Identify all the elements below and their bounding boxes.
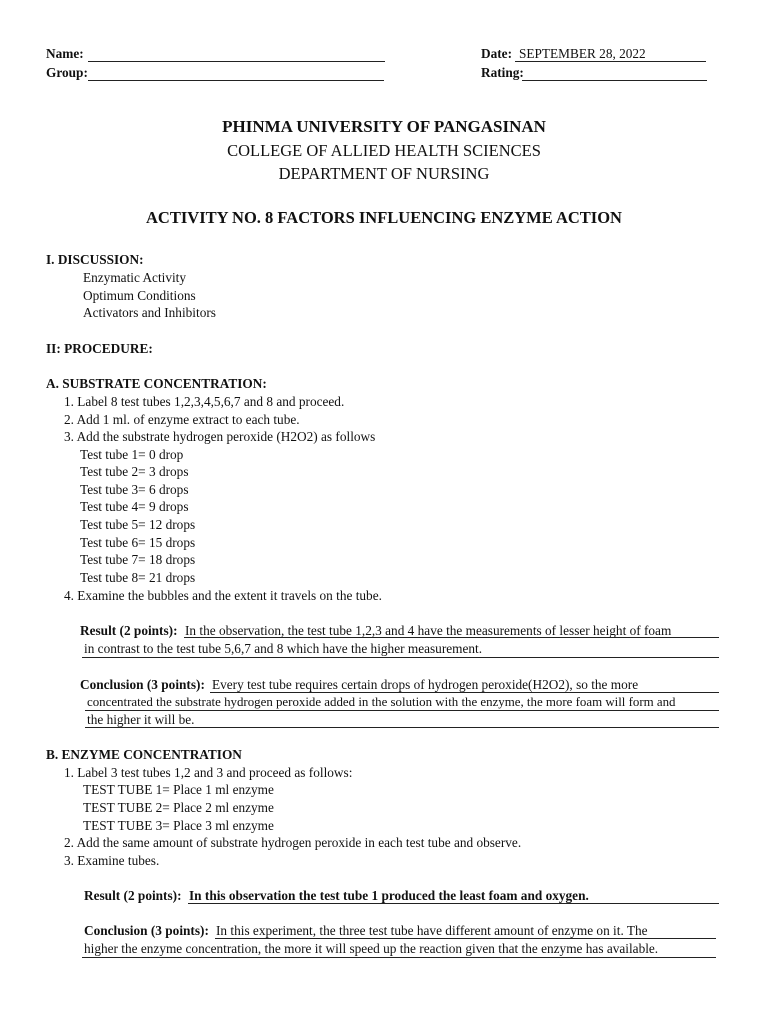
list-item: 1. Label 8 test tubes 1,2,3,4,5,6,7 and 8 and proceed. xyxy=(64,394,345,409)
tube-item: TEST TUBE 1= Place 1 ml enzyme xyxy=(83,782,274,797)
discussion-item: Enzymatic Activity xyxy=(83,270,187,285)
rating-field-line[interactable] xyxy=(522,80,707,81)
list-item: 2. Add 1 ml. of enzyme extract to each tube. xyxy=(64,412,300,427)
result-a-label: Result (2 points): xyxy=(80,623,178,638)
conclusion-a-line xyxy=(210,692,719,693)
group-field-line[interactable] xyxy=(88,80,384,81)
result-b-text: In this observation the test tube 1 produced the least foam and oxygen. xyxy=(189,888,589,903)
university-title: PHINMA UNIVERSITY OF PANGASINAN xyxy=(222,117,546,136)
list-item: 3. Add the substrate hydrogen peroxide (H2O2) as follows xyxy=(64,429,376,444)
conclusion-a-line xyxy=(85,727,719,728)
list-item: 1. Label 3 test tubes 1,2 and 3 and proceed as follows: xyxy=(64,765,353,780)
date-value: SEPTEMBER 28, 2022 xyxy=(519,46,646,61)
list-item: 2. Add the same amount of substrate hydrogen peroxide in each test tube and observe. xyxy=(64,835,522,850)
conclusion-b-text-line2: higher the enzyme concentration, the more it will speed up the reaction given that the enzyme has available. xyxy=(84,941,659,956)
tube-item: TEST TUBE 2= Place 2 ml enzyme xyxy=(83,800,274,815)
activity-title: ACTIVITY NO. 8 FACTORS INFLUENCING ENZYME ACTION xyxy=(146,208,622,227)
name-label: Name: xyxy=(46,46,84,61)
tube-item: Test tube 7= 18 drops xyxy=(80,552,196,567)
discussion-item: Optimum Conditions xyxy=(83,288,196,303)
section-b-heading: B. ENZYME CONCENTRATION xyxy=(46,747,242,762)
date-field-line[interactable] xyxy=(515,61,706,62)
tube-item: Test tube 8= 21 drops xyxy=(80,570,196,585)
conclusion-a-text-line2: concentrated the substrate hydrogen peroxide added in the solution with the enzyme, the more foam will form and xyxy=(87,695,676,709)
conclusion-b-line xyxy=(215,938,716,939)
conclusion-a-text-line3: the higher it will be. xyxy=(87,712,195,727)
result-a-text-line1: In the observation, the test tube 1,2,3 and 4 have the measurements of lesser height of foam xyxy=(185,623,672,638)
list-item: 3. Examine tubes. xyxy=(64,853,160,868)
tube-item: TEST TUBE 3= Place 3 ml enzyme xyxy=(83,818,274,833)
result-b-line xyxy=(188,903,719,904)
list-item: 4. Examine the bubbles and the extent it travels on the tube. xyxy=(64,588,382,603)
name-field-line[interactable] xyxy=(88,61,385,62)
college-title: COLLEGE OF ALLIED HEALTH SCIENCES xyxy=(227,141,541,160)
tube-item: Test tube 1= 0 drop xyxy=(80,447,184,462)
tube-item: Test tube 2= 3 drops xyxy=(80,464,189,479)
group-label: Group: xyxy=(46,65,88,80)
result-b-label: Result (2 points): xyxy=(84,888,182,903)
discussion-item: Activators and Inhibitors xyxy=(83,305,216,320)
result-a-line xyxy=(184,637,719,638)
procedure-heading: II: PROCEDURE: xyxy=(46,341,153,356)
tube-item: Test tube 4= 9 drops xyxy=(80,499,189,514)
date-label: Date: xyxy=(481,46,513,61)
conclusion-b-label: Conclusion (3 points): xyxy=(84,923,209,938)
result-a-text-line2: in contrast to the test tube 5,6,7 and 8 which have the higher measurement. xyxy=(84,641,483,656)
discussion-heading: I. DISCUSSION: xyxy=(46,252,144,267)
section-a-heading: A. SUBSTRATE CONCENTRATION: xyxy=(46,376,267,391)
conclusion-b-line xyxy=(82,957,716,958)
tube-item: Test tube 5= 12 drops xyxy=(80,517,196,532)
conclusion-b-text-line1: In this experiment, the three test tube have different amount of enzyme on it. The xyxy=(216,923,648,938)
tube-item: Test tube 3= 6 drops xyxy=(80,482,189,497)
conclusion-a-text-line1: Every test tube requires certain drops of hydrogen peroxide(H2O2), so the more xyxy=(212,677,639,692)
conclusion-a-label: Conclusion (3 points): xyxy=(80,677,205,692)
tube-item: Test tube 6= 15 drops xyxy=(80,535,196,550)
department-title: DEPARTMENT OF NURSING xyxy=(278,164,490,183)
result-a-line xyxy=(82,657,719,658)
rating-label: Rating: xyxy=(481,65,524,80)
